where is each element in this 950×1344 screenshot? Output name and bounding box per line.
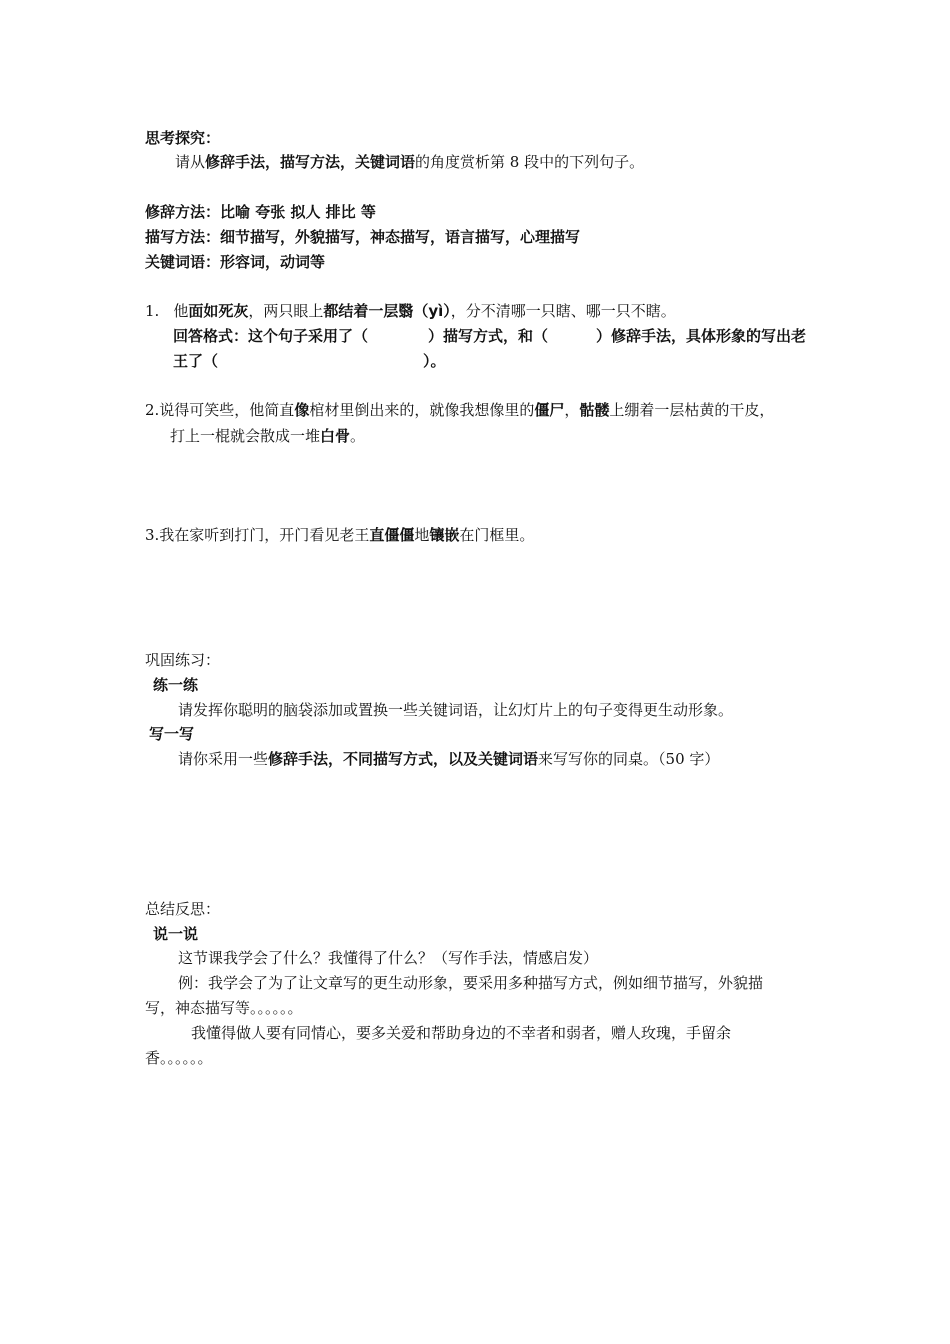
summary-sub: 说一说 [153, 925, 199, 943]
question-2: 2.说得可笑些，他简直像棺材里倒出来的，就像我想像里的僵尸，骷髅上绷着一层枯黄的干皮， [145, 401, 775, 419]
description-methods: 描写方法：细节描写，外貌描写，神态描写，语言描写，心理描写 [145, 228, 581, 246]
summary-example-3: 我懂得做人要有同情心，要多关爱和帮助身边的不幸者和弱者，赠人玫瑰，手留余 [191, 1024, 732, 1042]
question-2-cont: 打上一棍就会散成一堆白骨。 [170, 427, 366, 445]
summary-example-1: 例：我学会了为了让文章写的更生动形象，要采用多种描写方式，例如细节描写，外貌描 [178, 974, 764, 992]
question-1-answer-format: 回答格式：这个句子采用了（ ）描写方式，和（ ）修辞手法，具体形象的写出老 [173, 327, 807, 345]
summary-example-2: 写，神态描写等。。。。。。 [145, 999, 303, 1017]
summary-text-1: 这节课我学会了什么？我懂得了什么？（写作手法，情感启发） [178, 949, 599, 967]
think-intro: 请从修辞手法，描写方法，关键词语的角度赏析第 8 段中的下列句子。 [175, 153, 645, 171]
think-title: 思考探究： [145, 129, 221, 147]
practice-sub-2: 写一写 [149, 725, 195, 743]
keyword-methods: 关键词语：形容词，动词等 [145, 253, 326, 271]
summary-title: 总结反思： [145, 900, 221, 918]
practice-text-1: 请发挥你聪明的脑袋添加或置换一些关键词语，让幻灯片上的句子变得更生动形象。 [178, 701, 734, 719]
practice-sub-1: 练一练 [153, 676, 199, 694]
rhetoric-methods: 修辞方法：比喻 夸张 拟人 排比 等 [145, 203, 376, 221]
practice-text-2: 请你采用一些修辞手法，不同描写方式，以及关键词语来写写你的同桌。（50 字） [178, 750, 720, 768]
summary-example-4: 香。。。。。。 [145, 1049, 213, 1067]
question-3: 3.我在家听到打门，开门看见老王直僵僵地镶嵌在门框里。 [145, 526, 535, 544]
question-1-answer-format-cont: 王了（ ）。 [173, 352, 446, 370]
practice-title: 巩固练习： [145, 651, 221, 669]
question-1: 1. 他面如死灰，两只眼上都结着一层翳（yì），分不清哪一只瞎、哪一只不瞎。 [145, 302, 676, 320]
